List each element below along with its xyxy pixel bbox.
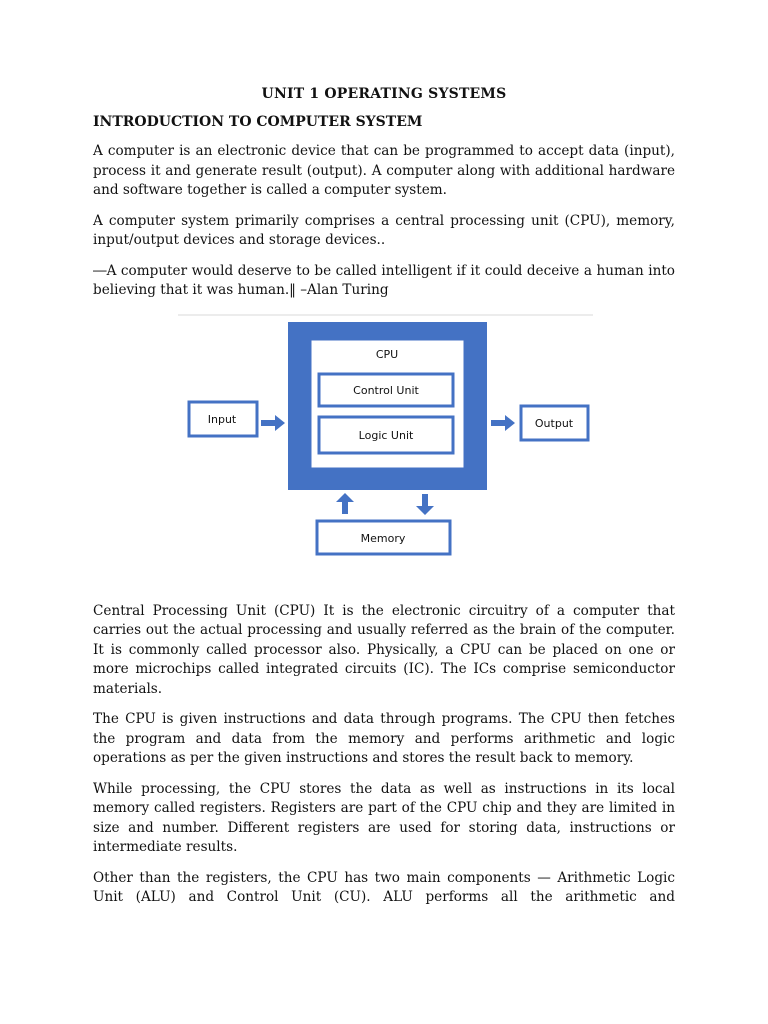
memory-label: Memory <box>360 531 406 545</box>
paragraph-quote: ―A computer would deserve to be called intelligent if it could deceive a human into believing that it was human.‖ –Alan Turing <box>93 262 675 298</box>
document-page <box>93 86 675 908</box>
arrow-up-icon <box>336 493 354 514</box>
paragraph-intro: A computer is an electronic device that can be programmed to accept data (input), process it and generate result (output). A computer along with additional hardware and software together is called a computer system. <box>93 143 675 198</box>
arrow-down-icon <box>416 494 434 515</box>
paragraph-alu-cu: Other than the registers, the CPU has two main components — Arithmetic Logic Unit (ALU) and Control Unit (CU). ALU performs all the arithmetic and <box>93 869 675 905</box>
input-label: Input <box>207 412 237 426</box>
paragraph-cpu-definition: Central Processing Unit (CPU) It is the electronic circuitry of a computer that carries out the actual processing and usually referred as the brain of the computer. It is commonly called processor also. Physically, a CPU can be placed on one or more microchips called integrated circuits (IC). The ICs comprise semiconductor materials. <box>93 602 675 697</box>
output-label: Output <box>534 416 574 430</box>
section-heading: INTRODUCTION TO COMPUTER SYSTEM <box>93 114 423 130</box>
document-title: UNIT 1 OPERATING SYSTEMS <box>261 86 507 102</box>
paragraph-registers: While processing, the CPU stores the data as well as instructions in its local memory called registers. Registers are part of the CPU chip and they are limited in size and number. Different registers are used for storing data, instructions or intermediate results. <box>93 780 675 855</box>
paragraph-components: A computer system primarily comprises a central processing unit (CPU), memory, input/output devices and storage devices.. <box>93 212 675 248</box>
cpu-diagram-svg <box>93 312 675 592</box>
logic-unit-label: Logic Unit <box>358 428 414 442</box>
cpu-block-diagram <box>93 312 675 592</box>
arrow-right-icon <box>261 415 285 431</box>
control-unit-label: Control Unit <box>353 383 419 397</box>
paragraph-cpu-instructions: The CPU is given instructions and data through programs. The CPU then fetches the program and data from the memory and performs arithmetic and logic operations as per the given instructions and stores the result back to memory. <box>93 711 675 766</box>
cpu-label: CPU <box>375 347 399 361</box>
arrow-right-icon <box>491 415 515 431</box>
